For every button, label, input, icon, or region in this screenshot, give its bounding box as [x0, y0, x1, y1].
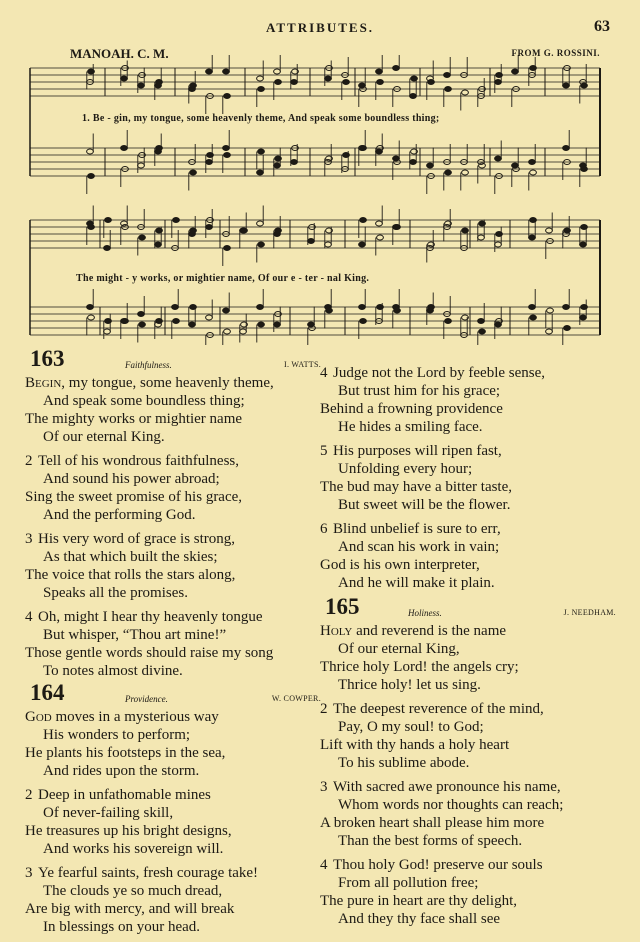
note-head — [257, 76, 264, 81]
verse-number: 4 — [320, 365, 328, 381]
verse — [320, 520, 620, 592]
verse-line — [320, 754, 620, 772]
verse-text: Sing the sweet promise of his grace, — [25, 489, 243, 505]
note-head — [206, 160, 213, 165]
note-head — [206, 315, 213, 320]
verse-text: The pure in heart are thy delight, — [320, 893, 518, 909]
verse-text: Speaks all the promises. — [43, 585, 188, 601]
verse — [320, 778, 620, 850]
verse-line — [320, 874, 620, 892]
verse-text: The bud may have a bitter taste, — [320, 479, 513, 495]
note-head — [462, 90, 469, 95]
hymn-header — [320, 594, 620, 622]
note-head — [530, 315, 537, 320]
note-head — [326, 308, 333, 313]
note-head — [258, 87, 265, 92]
verse-line — [320, 556, 620, 574]
verse-line — [320, 364, 620, 382]
verse — [25, 786, 325, 858]
verse-number: 3 — [25, 865, 33, 881]
verse-line — [25, 708, 325, 726]
verse-text: His wonders to perform; — [43, 727, 191, 743]
note-head — [138, 312, 145, 317]
note-head — [359, 242, 366, 247]
note-head — [529, 305, 536, 310]
note-head — [580, 242, 587, 247]
verse-line — [25, 566, 325, 584]
note-head — [563, 305, 570, 310]
verse — [25, 530, 325, 602]
note-head — [257, 221, 264, 226]
verse-text: Those gentle words should raise my song — [25, 645, 274, 661]
verse-text: Of never-failing skill, — [43, 805, 174, 821]
verse-line — [25, 548, 325, 566]
verse — [320, 856, 620, 928]
note-head — [223, 146, 230, 151]
lyrics-line-2: The might - y works, or mightier name, Of our e - ter - nal King. — [76, 273, 370, 284]
note-head — [207, 153, 214, 158]
note-head — [156, 146, 163, 151]
verse-text: The mighty works or mightier name — [25, 411, 243, 427]
verse-number: 3 — [25, 531, 33, 547]
note-head — [240, 329, 247, 334]
verse — [25, 708, 325, 780]
verse-line — [25, 374, 325, 392]
hymn-163 — [25, 346, 325, 680]
note-head — [257, 170, 264, 175]
note-head — [121, 76, 128, 81]
note-head — [190, 170, 197, 175]
verse-text: Of our eternal King, — [338, 641, 460, 657]
verse-number: 3 — [320, 779, 328, 795]
note-head — [88, 225, 95, 230]
verse-line — [320, 910, 620, 928]
hymn-author: I. WATTS. — [284, 360, 321, 369]
verse-line — [320, 814, 620, 832]
note-head — [155, 242, 162, 247]
note-head — [224, 153, 231, 158]
verse-line — [25, 840, 325, 858]
verse — [320, 364, 620, 436]
note-head — [376, 69, 383, 74]
verse-text: A broken heart shall please him more — [320, 815, 545, 831]
verse-line — [25, 744, 325, 762]
verse-line — [320, 832, 620, 850]
hymn-165 — [320, 594, 620, 928]
note-head — [394, 225, 401, 230]
hymn-author: J. NEEDHAM. — [563, 608, 616, 617]
verse-text: From all pollution free; — [338, 875, 479, 891]
hymn-topic: Holiness. — [408, 608, 442, 618]
tune-name: MANOAH. C. M. — [70, 46, 169, 61]
verse-text: God is his own interpreter, — [320, 557, 480, 573]
note-head — [274, 163, 281, 168]
note-head — [393, 66, 400, 71]
lyrics-line-1: 1. Be - gin, my tongue, some heavenly theme, And speak some boundless thing; — [82, 113, 440, 124]
verse-line — [320, 736, 620, 754]
verse-text: Pay, O my soul! to God; — [338, 719, 484, 735]
note-head — [275, 156, 282, 161]
verse — [320, 622, 620, 694]
note-head — [122, 319, 129, 324]
hymn-author: W. COWPER. — [271, 694, 321, 703]
hymn-164 — [25, 680, 325, 936]
tune-source: FROM G. ROSSINI. — [511, 48, 600, 58]
verse-line — [320, 478, 620, 496]
verse-line — [320, 400, 620, 418]
verse-line — [320, 640, 620, 658]
hymn-number: 164 — [30, 680, 65, 705]
verse-number: 2 — [25, 787, 33, 803]
note-head — [138, 83, 145, 88]
verse-line — [25, 530, 325, 548]
note-head — [581, 167, 588, 172]
note-head — [564, 228, 571, 233]
note-head — [529, 160, 536, 165]
note-head — [173, 218, 180, 223]
note-head — [547, 308, 554, 313]
note-head — [308, 239, 315, 244]
note-head — [325, 242, 332, 247]
verse-text: And rides upon the storm. — [43, 763, 200, 779]
page-number: 63 — [594, 18, 610, 35]
verse-line — [320, 496, 620, 514]
verse-text: Whom words nor thoughts can reach; — [338, 797, 564, 813]
note-head — [462, 170, 469, 175]
note-head — [156, 228, 163, 233]
note-head — [224, 246, 231, 251]
note-head — [496, 73, 503, 78]
verse-line — [320, 718, 620, 736]
note-head — [275, 228, 282, 233]
verse-line — [25, 428, 325, 446]
verse-text: The voice that rolls the stars along, — [25, 567, 236, 583]
hymn-verses — [25, 374, 325, 680]
verse-text: And he will make it plain. — [338, 575, 495, 591]
verse-line — [25, 410, 325, 428]
note-head — [121, 146, 128, 151]
note-head — [325, 76, 332, 81]
note-head — [156, 80, 163, 85]
verse-number: 2 — [25, 453, 33, 469]
note-head — [581, 83, 588, 88]
note-head — [206, 69, 213, 74]
verse-text: He hides a smiling face. — [338, 419, 483, 435]
note-head — [376, 221, 383, 226]
verse-line — [25, 452, 325, 470]
verse-line — [25, 804, 325, 822]
verse-line — [25, 762, 325, 780]
verse-line — [320, 778, 620, 796]
note-head — [529, 235, 536, 240]
note-head — [581, 305, 588, 310]
verse — [320, 442, 620, 514]
verse-text: Judge not the Lord by feeble sense, — [333, 365, 546, 381]
note-head — [495, 80, 502, 85]
hymn-164-continued — [320, 364, 620, 592]
note-head — [360, 218, 367, 223]
note-head — [224, 94, 231, 99]
verse-line — [320, 658, 620, 676]
note-head — [105, 218, 112, 223]
verse-text: Holy and reverend is the name — [320, 623, 507, 639]
note-head — [377, 235, 384, 240]
verse-text: Begin, my tongue, some heavenly theme, — [25, 375, 274, 391]
note-head — [173, 319, 180, 324]
verse-text: But sweet will be the flower. — [338, 497, 511, 513]
note-head — [156, 319, 163, 324]
note-head — [495, 242, 502, 247]
note-head — [462, 228, 469, 233]
note-head — [360, 319, 367, 324]
note-head — [206, 225, 213, 230]
verse-line — [25, 470, 325, 488]
verse-text: As that which built the skies; — [43, 549, 218, 565]
note-head — [360, 146, 367, 151]
note-head — [104, 246, 111, 251]
note-head — [411, 76, 418, 81]
verse — [320, 700, 620, 772]
verse-line — [25, 608, 325, 626]
verse-text: With sacred awe pronounce his name, — [333, 779, 561, 795]
verse-line — [25, 900, 325, 918]
verse-text: His very word of grace is strong, — [38, 531, 236, 547]
note-head — [257, 305, 264, 310]
verse-line — [320, 892, 620, 910]
note-head — [479, 329, 486, 334]
verse-line — [320, 520, 620, 538]
verse-line — [25, 488, 325, 506]
note-head — [478, 235, 485, 240]
verse-line — [25, 882, 325, 900]
note-head — [546, 329, 553, 334]
note-head — [580, 315, 587, 320]
hymn-verses — [25, 708, 325, 936]
note-head — [478, 319, 485, 324]
hymn-header — [25, 346, 325, 374]
verse-line — [320, 676, 620, 694]
note-head — [581, 225, 588, 230]
verse-line — [320, 574, 620, 592]
verse-text: He treasures up his bright designs, — [25, 823, 232, 839]
note-head — [530, 170, 537, 175]
verse-number: 2 — [320, 701, 328, 717]
note-head — [274, 322, 281, 327]
note-head — [564, 326, 571, 331]
note-head — [445, 170, 452, 175]
note-head — [530, 66, 537, 71]
note-head — [343, 80, 350, 85]
verse-text: Unfolding every hour; — [338, 461, 473, 477]
note-head — [87, 149, 94, 154]
note-head — [291, 160, 298, 165]
verse-line — [25, 786, 325, 804]
note-head — [445, 87, 452, 92]
hymn-verses — [320, 364, 620, 592]
note-head — [190, 83, 197, 88]
verse-text: And sound his power abroad; — [43, 471, 220, 487]
note-head — [275, 80, 282, 85]
note-head — [87, 305, 94, 310]
verse-text: Lift with thy hands a holy heart — [320, 737, 510, 753]
verse-text: And the performing God. — [43, 507, 196, 523]
note-head — [563, 83, 570, 88]
note-head — [377, 80, 384, 85]
verse-number: 4 — [320, 857, 328, 873]
verse-number: 5 — [320, 443, 328, 459]
verse-line — [25, 864, 325, 882]
note-head — [224, 329, 231, 334]
verse-text: Ye fearful saints, fresh courage take! — [38, 865, 259, 881]
verse-text: To his sublime abode. — [338, 755, 470, 771]
verse-text: The clouds ye so much dread, — [43, 883, 223, 899]
note-head — [428, 305, 435, 310]
note-head — [359, 305, 366, 310]
note-head — [427, 163, 434, 168]
verse-text: Thrice holy Lord! the angels cry; — [320, 659, 519, 675]
note-head — [410, 160, 417, 165]
hymn-topic: Faithfulness. — [125, 360, 172, 370]
verse — [25, 452, 325, 524]
note-head — [530, 218, 537, 223]
left-column — [25, 346, 325, 942]
verse-text: And works his sovereign will. — [43, 841, 224, 857]
verse-text: Blind unbelief is sure to err, — [333, 521, 501, 537]
verse-line — [320, 442, 620, 460]
note-head — [258, 322, 265, 327]
hymn-verses — [320, 622, 620, 928]
verse — [25, 608, 325, 680]
note-head — [139, 235, 146, 240]
verse-line — [25, 506, 325, 524]
verse-line — [25, 392, 325, 410]
music-score — [0, 55, 640, 345]
note-head — [241, 228, 248, 233]
note-head — [274, 69, 281, 74]
note-head — [512, 69, 519, 74]
verse-number: 4 — [25, 609, 33, 625]
note-head — [190, 305, 197, 310]
verse-text: Of our eternal King. — [43, 429, 165, 445]
verse-text: But whisper, “Thou art mine!” — [43, 627, 227, 643]
note-head — [291, 80, 298, 85]
verse-line — [320, 460, 620, 478]
note-head — [479, 221, 486, 226]
verse — [25, 864, 325, 936]
note-head — [88, 315, 95, 320]
note-head — [88, 69, 95, 74]
verse-text: Tell of his wondrous faithfulness, — [38, 453, 240, 469]
note-head — [105, 319, 112, 324]
hymn-header — [25, 680, 325, 708]
verse-text: Thou holy God! preserve our souls — [333, 857, 543, 873]
note-head — [410, 94, 417, 99]
verse — [25, 374, 325, 446]
page-header — [0, 20, 640, 40]
verse-text: Behind a frowning providence — [320, 401, 503, 417]
hymn-number: 163 — [30, 346, 65, 371]
note-head — [189, 322, 196, 327]
verse-text: Are big with mercy, and will break — [25, 901, 235, 917]
verse-line — [320, 622, 620, 640]
note-head — [496, 232, 503, 237]
note-head — [495, 156, 502, 161]
note-head — [172, 305, 179, 310]
note-head — [190, 228, 197, 233]
note-head — [258, 149, 265, 154]
verse-text: The deepest reverence of the mind, — [333, 701, 544, 717]
verse-text: God moves in a mysterious way — [25, 709, 219, 725]
verse-line — [25, 822, 325, 840]
verse-text: His purposes will ripen fast, — [333, 443, 502, 459]
note-head — [377, 305, 384, 310]
note-head — [444, 73, 451, 78]
hymn-topic: Providence. — [125, 694, 168, 704]
verse-text: In blessings on your head. — [43, 919, 201, 935]
note-head — [88, 174, 95, 179]
verse-text: And speak some boundless thing; — [43, 393, 245, 409]
note-head — [479, 163, 486, 168]
verse-text: Than the best forms of speech. — [338, 833, 523, 849]
note-head — [258, 242, 265, 247]
note-head — [445, 319, 452, 324]
note-head — [139, 322, 146, 327]
note-head — [138, 163, 145, 168]
note-head — [428, 80, 435, 85]
note-head — [343, 153, 350, 158]
note-head — [223, 308, 230, 313]
verse-line — [320, 382, 620, 400]
verse-text: Thrice holy! let us sing. — [338, 677, 481, 693]
verse-text: Oh, might I hear thy heavenly tongue — [38, 609, 263, 625]
right-column — [320, 364, 620, 934]
note-head — [104, 329, 111, 334]
verse-text: And they thy face shall see — [338, 911, 501, 927]
verse-line — [320, 856, 620, 874]
verse-line — [320, 418, 620, 436]
hymn-number: 165 — [325, 594, 360, 619]
verse-line — [25, 584, 325, 602]
verse-line — [25, 626, 325, 644]
verse-line — [25, 662, 325, 680]
note-head — [546, 228, 553, 233]
verse-text: Deep in unfathomable mines — [38, 787, 211, 803]
verse-text: To notes almost divine. — [43, 663, 183, 679]
note-head — [223, 69, 230, 74]
verse-line — [25, 644, 325, 662]
verse-text: He plants his footsteps in the sea, — [25, 745, 226, 761]
section-title: ATTRIBUTES. — [265, 20, 375, 35]
note-head — [563, 146, 570, 151]
verse-line — [320, 700, 620, 718]
verse-text: And scan his work in vain; — [338, 539, 500, 555]
verse-line — [320, 538, 620, 556]
verse-line — [320, 796, 620, 814]
note-head — [394, 308, 401, 313]
verse-text: But trust him for his grace; — [338, 383, 501, 399]
verse-line — [25, 726, 325, 744]
verse-number: 6 — [320, 521, 328, 537]
verse-line — [25, 918, 325, 936]
